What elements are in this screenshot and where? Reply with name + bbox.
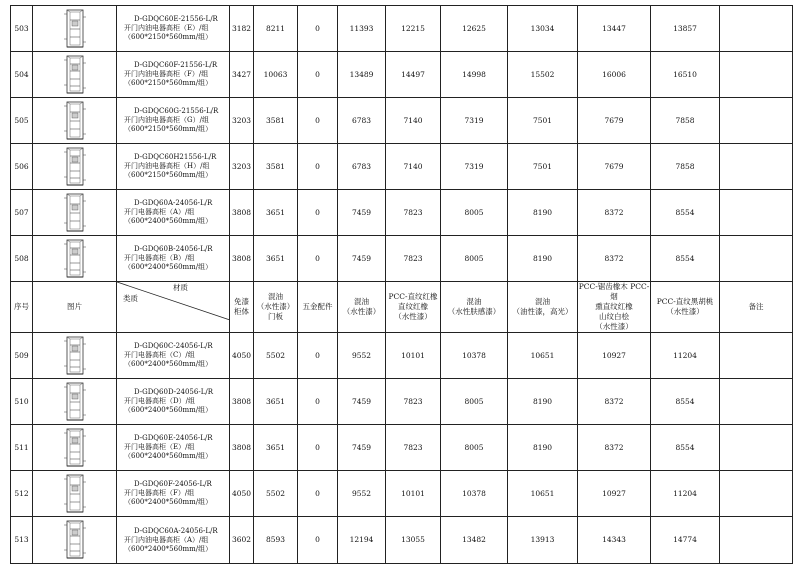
cabinet-image-cell bbox=[33, 6, 117, 52]
product-code: D-GDQC60A-24056-L/R bbox=[134, 526, 218, 535]
product-description bbox=[117, 425, 230, 471]
product-code: D-GDQ60E-24056-L/R bbox=[134, 434, 213, 442]
price-cell: 8005 bbox=[441, 379, 508, 425]
remark-cell bbox=[720, 144, 793, 190]
header-col-0: 免漆 柜体 bbox=[230, 282, 254, 333]
price-cell: 3808 bbox=[230, 425, 254, 471]
product-description bbox=[117, 379, 230, 425]
remark-cell bbox=[720, 190, 793, 236]
product-code: D-GDQC60H21556-L/R bbox=[134, 153, 217, 161]
table-row bbox=[11, 425, 793, 471]
product-name: 开门电器高柜（C）/组 bbox=[124, 351, 195, 359]
table-row bbox=[11, 333, 793, 379]
header-picture: 图片 bbox=[33, 282, 117, 333]
product-size: （600*2400*560mm/组） bbox=[124, 360, 213, 368]
product-size: （600*2150*560mm/组） bbox=[124, 171, 213, 179]
header-col-1: 混油 （水性漆） 门板 bbox=[254, 282, 298, 333]
cabinet-image-cell bbox=[33, 379, 117, 425]
header-material: 材质 bbox=[173, 283, 188, 292]
price-cell: 7459 bbox=[338, 236, 386, 282]
cabinet-image-cell bbox=[33, 517, 117, 564]
product-name: 开门内油电器高柜（H）/组 bbox=[124, 162, 210, 170]
remark-cell bbox=[720, 517, 793, 564]
cabinet-image-cell bbox=[33, 236, 117, 282]
price-cell: 3651 bbox=[254, 425, 298, 471]
tall-cabinet-drawing-icon bbox=[62, 474, 88, 514]
price-cell: 7459 bbox=[338, 425, 386, 471]
product-size: （600*2150*560mm/组） bbox=[124, 79, 213, 87]
price-cell: 7679 bbox=[578, 98, 651, 144]
tall-cabinet-drawing-icon bbox=[62, 428, 88, 468]
product-size: （600*2400*560mm/组） bbox=[124, 452, 213, 460]
price-cell: 3427 bbox=[230, 52, 254, 98]
price-cell: 0 bbox=[298, 471, 338, 517]
header-col-2: 五金配件 bbox=[298, 282, 338, 333]
price-cell: 12625 bbox=[441, 6, 508, 52]
remark-cell bbox=[720, 6, 793, 52]
product-name: 开门内油电器高柜（A）/组 bbox=[124, 535, 209, 544]
price-cell: 7679 bbox=[578, 144, 651, 190]
product-description bbox=[117, 6, 230, 52]
product-name: 开门内油电器高柜（G）/组 bbox=[124, 116, 209, 124]
price-cell: 4050 bbox=[230, 333, 254, 379]
price-cell: 7140 bbox=[386, 98, 441, 144]
product-size: （600*2400*560mm/组） bbox=[124, 498, 213, 506]
price-cell: 6783 bbox=[338, 98, 386, 144]
product-size: （600*2400*560mm/组） bbox=[124, 217, 213, 225]
price-cell: 4050 bbox=[230, 471, 254, 517]
product-description bbox=[117, 144, 230, 190]
row-number: 504 bbox=[11, 52, 33, 98]
price-table bbox=[10, 5, 793, 564]
tall-cabinet-drawing-icon bbox=[62, 239, 88, 279]
price-cell: 14998 bbox=[441, 52, 508, 98]
price-cell: 7823 bbox=[386, 236, 441, 282]
header-col-6: 混油 （油性漆，高光） bbox=[508, 282, 578, 333]
price-cell: 7501 bbox=[508, 144, 578, 190]
cabinet-image-cell bbox=[33, 190, 117, 236]
price-cell: 8005 bbox=[441, 190, 508, 236]
remark-cell bbox=[720, 471, 793, 517]
price-cell: 14497 bbox=[386, 52, 441, 98]
price-cell: 5502 bbox=[254, 471, 298, 517]
price-cell: 14774 bbox=[651, 517, 720, 564]
header-material-category bbox=[117, 282, 230, 333]
product-code: D-GDQ60A-24056-L/R bbox=[134, 199, 213, 207]
price-cell: 8593 bbox=[254, 517, 298, 564]
price-cell: 8554 bbox=[651, 425, 720, 471]
header-col-9: 备注 bbox=[720, 282, 793, 333]
remark-cell bbox=[720, 379, 793, 425]
price-cell: 8372 bbox=[578, 190, 651, 236]
price-cell: 8372 bbox=[578, 236, 651, 282]
price-cell: 13034 bbox=[508, 6, 578, 52]
price-cell: 3581 bbox=[254, 98, 298, 144]
remark-cell bbox=[720, 98, 793, 144]
price-cell: 0 bbox=[298, 144, 338, 190]
remark-cell bbox=[720, 425, 793, 471]
tall-cabinet-drawing-icon bbox=[62, 147, 88, 187]
cabinet-image-cell bbox=[33, 333, 117, 379]
header-seq: 序号 bbox=[11, 282, 33, 333]
price-cell: 0 bbox=[298, 517, 338, 564]
price-cell: 7319 bbox=[441, 98, 508, 144]
header-row bbox=[11, 282, 793, 333]
price-cell: 10651 bbox=[508, 333, 578, 379]
price-cell: 16510 bbox=[651, 52, 720, 98]
price-cell: 10927 bbox=[578, 333, 651, 379]
row-number: 511 bbox=[11, 425, 33, 471]
price-cell: 8211 bbox=[254, 6, 298, 52]
product-description bbox=[117, 52, 230, 98]
price-cell: 12215 bbox=[386, 6, 441, 52]
price-cell: 0 bbox=[298, 98, 338, 144]
price-cell: 14343 bbox=[578, 517, 651, 564]
price-cell: 8190 bbox=[508, 190, 578, 236]
product-size: （600*2400*560mm/组） bbox=[124, 406, 213, 414]
cabinet-image-cell bbox=[33, 471, 117, 517]
tall-cabinet-drawing-icon bbox=[62, 520, 88, 560]
price-cell: 9552 bbox=[338, 333, 386, 379]
price-cell: 0 bbox=[298, 333, 338, 379]
tall-cabinet-drawing-icon bbox=[62, 336, 88, 376]
price-cell: 7823 bbox=[386, 425, 441, 471]
product-size: （600*2150*560mm/组） bbox=[124, 33, 213, 41]
product-description bbox=[117, 333, 230, 379]
product-size: （600*2400*560mm/组） bbox=[124, 544, 213, 553]
product-code: D-GDQC60G-21556-L/R bbox=[134, 107, 219, 115]
price-cell: 3182 bbox=[230, 6, 254, 52]
price-cell: 8372 bbox=[578, 379, 651, 425]
price-cell: 10378 bbox=[441, 471, 508, 517]
cabinet-image-cell bbox=[33, 144, 117, 190]
header-col-5: 混油 （水性肤感漆） bbox=[441, 282, 508, 333]
table-row bbox=[11, 190, 793, 236]
row-number: 509 bbox=[11, 333, 33, 379]
row-number: 503 bbox=[11, 6, 33, 52]
price-cell: 7823 bbox=[386, 379, 441, 425]
row-number: 505 bbox=[11, 98, 33, 144]
product-code: D-GDQ60D-24056-L/R bbox=[134, 388, 213, 396]
row-number: 512 bbox=[11, 471, 33, 517]
product-size: （600*2400*560mm/组） bbox=[124, 263, 213, 271]
price-cell: 3651 bbox=[254, 236, 298, 282]
header-col-7: PCC-锯齿橡木 PCC-烟 熏直纹红橡 山纹白桧 （水性漆） bbox=[578, 282, 650, 331]
price-cell: 10101 bbox=[386, 471, 441, 517]
price-cell: 7319 bbox=[441, 144, 508, 190]
table-row bbox=[11, 52, 793, 98]
price-cell: 13489 bbox=[338, 52, 386, 98]
table-row bbox=[11, 98, 793, 144]
row-number: 513 bbox=[11, 517, 33, 564]
table-row bbox=[11, 379, 793, 425]
price-cell: 7459 bbox=[338, 379, 386, 425]
price-cell: 8554 bbox=[651, 236, 720, 282]
table-header bbox=[11, 282, 793, 333]
table-row bbox=[11, 236, 793, 282]
product-description bbox=[117, 471, 230, 517]
price-cell: 7858 bbox=[651, 144, 720, 190]
price-cell: 3203 bbox=[230, 144, 254, 190]
price-cell: 7858 bbox=[651, 98, 720, 144]
product-code: D-GDQC60F-21556-L/R bbox=[134, 61, 218, 69]
product-size: （600*2150*560mm/组） bbox=[124, 125, 213, 133]
remark-cell bbox=[720, 236, 793, 282]
price-cell: 10063 bbox=[254, 52, 298, 98]
price-cell: 0 bbox=[298, 6, 338, 52]
price-cell: 8190 bbox=[508, 379, 578, 425]
price-cell: 5502 bbox=[254, 333, 298, 379]
header-col-3: 混油 （水性漆） bbox=[338, 282, 386, 333]
price-cell: 3808 bbox=[230, 379, 254, 425]
price-cell: 13447 bbox=[578, 6, 651, 52]
product-name: 开门电器高柜（F）/组 bbox=[124, 489, 195, 497]
tall-cabinet-drawing-icon bbox=[62, 55, 88, 95]
header-col-8: PCC-直纹黑胡桃 （水性漆） bbox=[651, 282, 720, 333]
product-name: 开门内油电器高柜（E）/组 bbox=[124, 24, 209, 32]
tall-cabinet-drawing-icon bbox=[62, 9, 88, 49]
row-number: 508 bbox=[11, 236, 33, 282]
price-cell: 8554 bbox=[651, 379, 720, 425]
product-name: 开门电器高柜（B）/组 bbox=[124, 254, 195, 262]
price-cell: 10927 bbox=[578, 471, 651, 517]
price-cell: 8005 bbox=[441, 425, 508, 471]
price-cell: 8190 bbox=[508, 425, 578, 471]
price-cell: 9552 bbox=[338, 471, 386, 517]
price-cell: 13913 bbox=[508, 517, 578, 564]
price-cell: 0 bbox=[298, 190, 338, 236]
price-cell: 3203 bbox=[230, 98, 254, 144]
product-name: 开门电器高柜（E）/组 bbox=[124, 443, 195, 451]
price-cell: 13482 bbox=[441, 517, 508, 564]
table-row bbox=[11, 6, 793, 52]
price-cell: 0 bbox=[298, 425, 338, 471]
price-cell: 16006 bbox=[578, 52, 651, 98]
table-row bbox=[11, 144, 793, 190]
price-cell: 8005 bbox=[441, 236, 508, 282]
price-cell: 15502 bbox=[508, 52, 578, 98]
product-name: 开门电器高柜（A）/组 bbox=[124, 208, 195, 216]
price-cell: 10101 bbox=[386, 333, 441, 379]
header-category: 类质 bbox=[123, 294, 138, 303]
remark-cell bbox=[720, 333, 793, 379]
price-cell: 13857 bbox=[651, 6, 720, 52]
price-cell: 12194 bbox=[338, 517, 386, 564]
price-cell: 7823 bbox=[386, 190, 441, 236]
price-cell: 3651 bbox=[254, 190, 298, 236]
tall-cabinet-drawing-icon bbox=[62, 382, 88, 422]
price-cell: 8372 bbox=[578, 425, 651, 471]
cabinet-image-cell bbox=[33, 98, 117, 144]
product-description bbox=[117, 236, 230, 282]
price-cell: 0 bbox=[298, 52, 338, 98]
table-row bbox=[11, 471, 793, 517]
product-code: D-GDQC60E-21556-L/R bbox=[134, 15, 218, 23]
price-cell: 11204 bbox=[651, 471, 720, 517]
cabinet-image-cell bbox=[33, 52, 117, 98]
price-cell: 3808 bbox=[230, 190, 254, 236]
price-cell: 10651 bbox=[508, 471, 578, 517]
table-body-top bbox=[11, 6, 793, 282]
product-code: D-GDQ60B-24056-L/R bbox=[134, 245, 213, 253]
price-cell: 7459 bbox=[338, 190, 386, 236]
price-cell: 7140 bbox=[386, 144, 441, 190]
price-cell: 11204 bbox=[651, 333, 720, 379]
table-body-bottom bbox=[11, 333, 793, 564]
price-cell: 3808 bbox=[230, 236, 254, 282]
row-number: 510 bbox=[11, 379, 33, 425]
row-number: 506 bbox=[11, 144, 33, 190]
product-name: 开门内油电器高柜（F）/组 bbox=[124, 70, 209, 78]
price-cell: 3602 bbox=[230, 517, 254, 564]
tall-cabinet-drawing-icon bbox=[62, 101, 88, 141]
tall-cabinet-drawing-icon bbox=[62, 193, 88, 233]
price-cell: 0 bbox=[298, 379, 338, 425]
price-cell: 3581 bbox=[254, 144, 298, 190]
product-description bbox=[117, 190, 230, 236]
price-cell: 10378 bbox=[441, 333, 508, 379]
product-code: D-GDQ60F-24056-L/R bbox=[134, 480, 212, 488]
product-name: 开门电器高柜（D）/组 bbox=[124, 397, 195, 405]
price-cell: 7501 bbox=[508, 98, 578, 144]
price-cell: 3651 bbox=[254, 379, 298, 425]
price-cell: 11393 bbox=[338, 6, 386, 52]
product-code: D-GDQ60C-24056-L/R bbox=[134, 342, 213, 350]
product-description bbox=[117, 98, 230, 144]
remark-cell bbox=[720, 52, 793, 98]
header-col-4: PCC-直纹红橡 直纹红橡 （水性漆） bbox=[386, 282, 441, 333]
price-cell: 8554 bbox=[651, 190, 720, 236]
price-cell: 8190 bbox=[508, 236, 578, 282]
row-number: 507 bbox=[11, 190, 33, 236]
price-cell: 6783 bbox=[338, 144, 386, 190]
price-cell: 13055 bbox=[386, 517, 441, 564]
product-description bbox=[117, 517, 230, 564]
price-cell: 0 bbox=[298, 236, 338, 282]
table-row bbox=[11, 517, 793, 564]
cabinet-image-cell bbox=[33, 425, 117, 471]
